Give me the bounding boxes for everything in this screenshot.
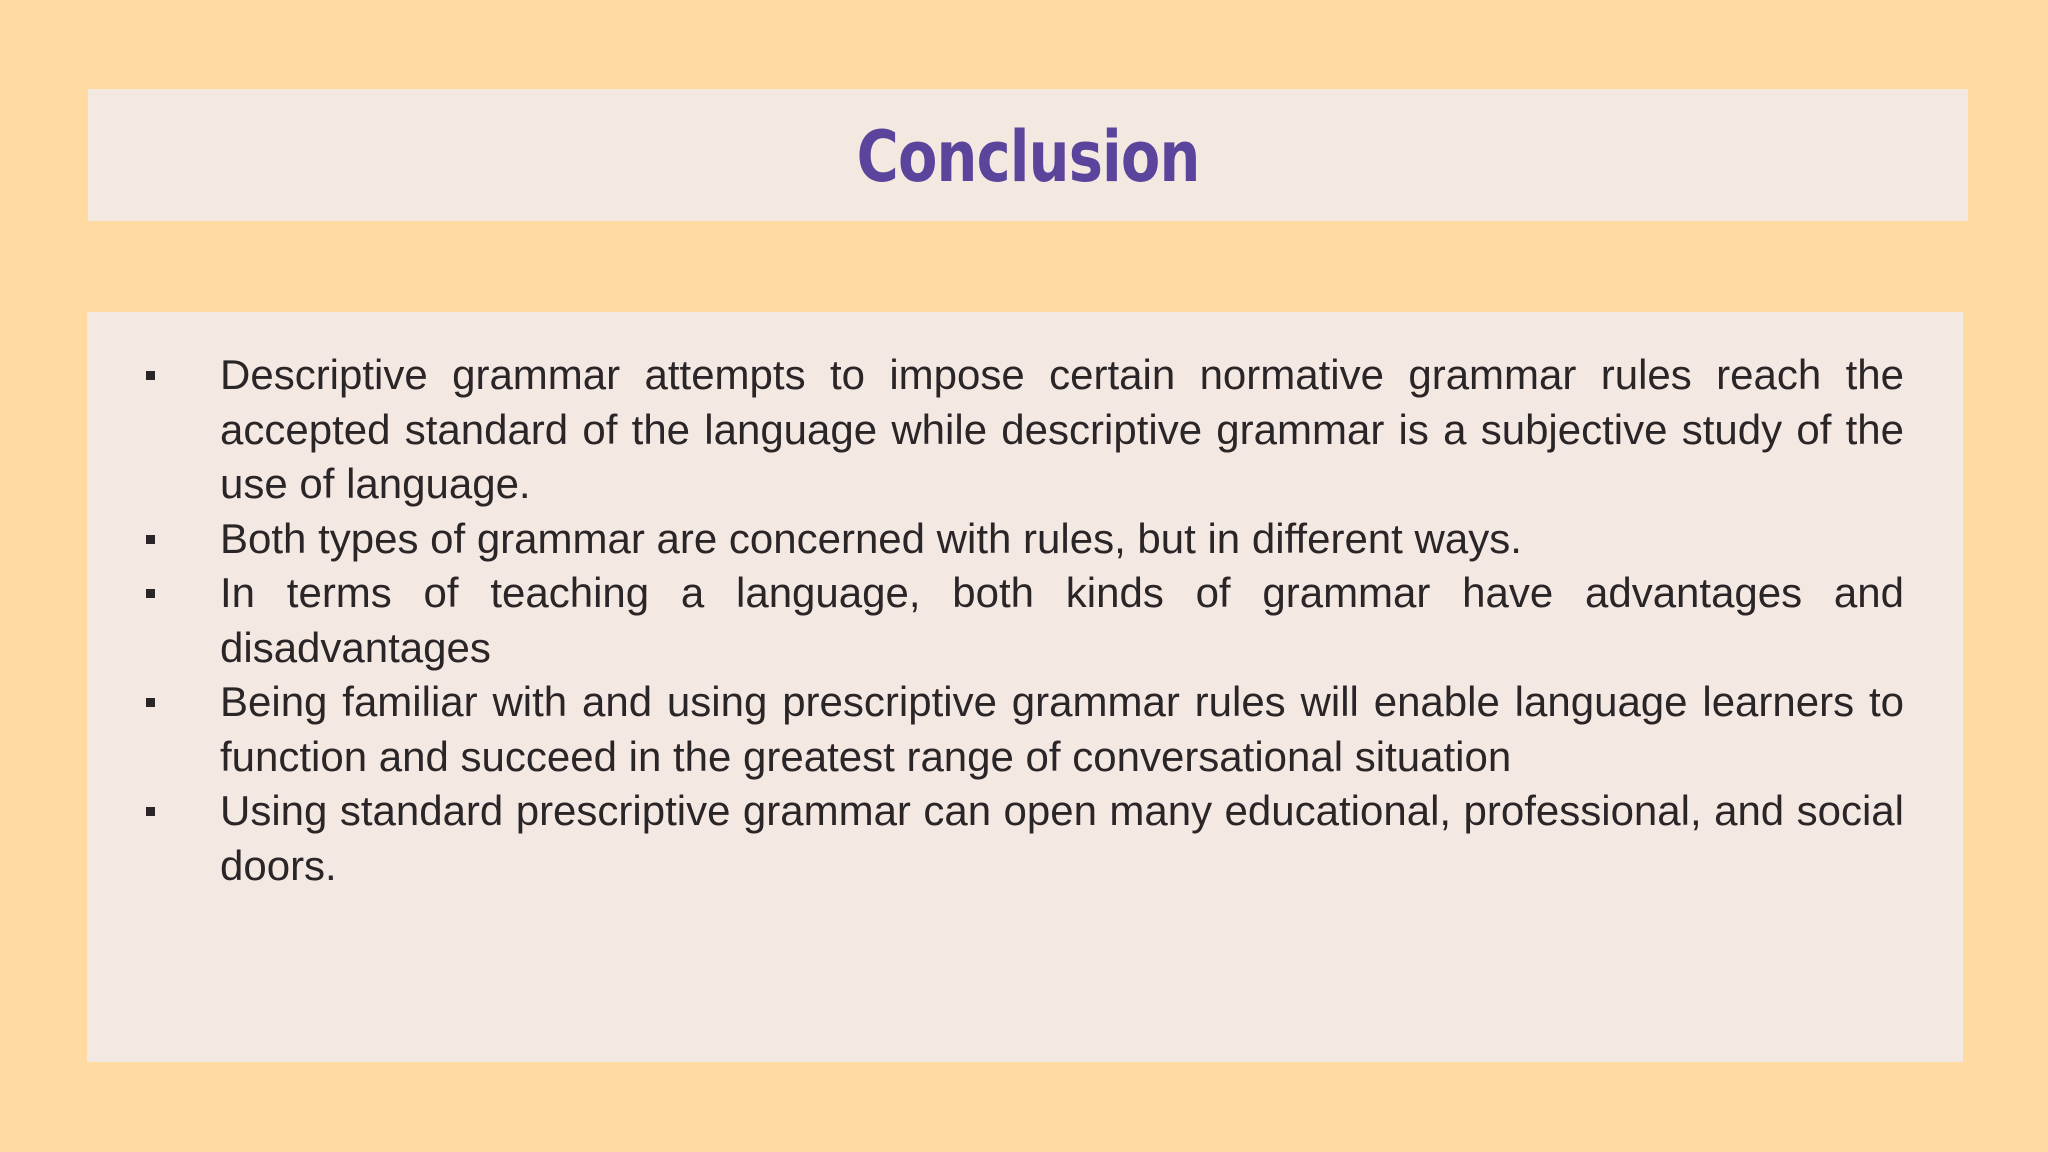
content-panel bbox=[87, 312, 1963, 1062]
bullet-text: Using standard prescriptive grammar can open many educational, professional, and social doors. bbox=[220, 787, 1904, 889]
bullet-text: In terms of teaching a language, both kinds of grammar have advantages and disadvantages bbox=[220, 569, 1904, 671]
square-bullet-icon bbox=[146, 535, 155, 544]
bullet-text: Descriptive grammar attempts to impose certain normative grammar rules reach the accepted standard of the language while descriptive grammar is a subjective study of the use of language. bbox=[220, 351, 1904, 507]
bullet-item bbox=[87, 675, 1904, 784]
bullet-list bbox=[87, 348, 1963, 893]
slide-title: Conclusion bbox=[856, 116, 1200, 198]
title-banner bbox=[88, 89, 1968, 221]
bullet-item bbox=[87, 348, 1904, 512]
square-bullet-icon bbox=[146, 698, 155, 707]
bullet-text: Both types of grammar are concerned with rules, but in different ways. bbox=[220, 514, 1522, 562]
bullet-item bbox=[87, 512, 1904, 567]
square-bullet-icon bbox=[146, 589, 155, 598]
square-bullet-icon bbox=[146, 371, 155, 380]
square-bullet-icon bbox=[146, 807, 155, 816]
bullet-text: Being familiar with and using prescriptive grammar rules will enable language learners to function and succeed in the greatest range of conversational situation bbox=[220, 678, 1904, 780]
bullet-item bbox=[87, 784, 1904, 893]
bullet-item bbox=[87, 566, 1904, 675]
